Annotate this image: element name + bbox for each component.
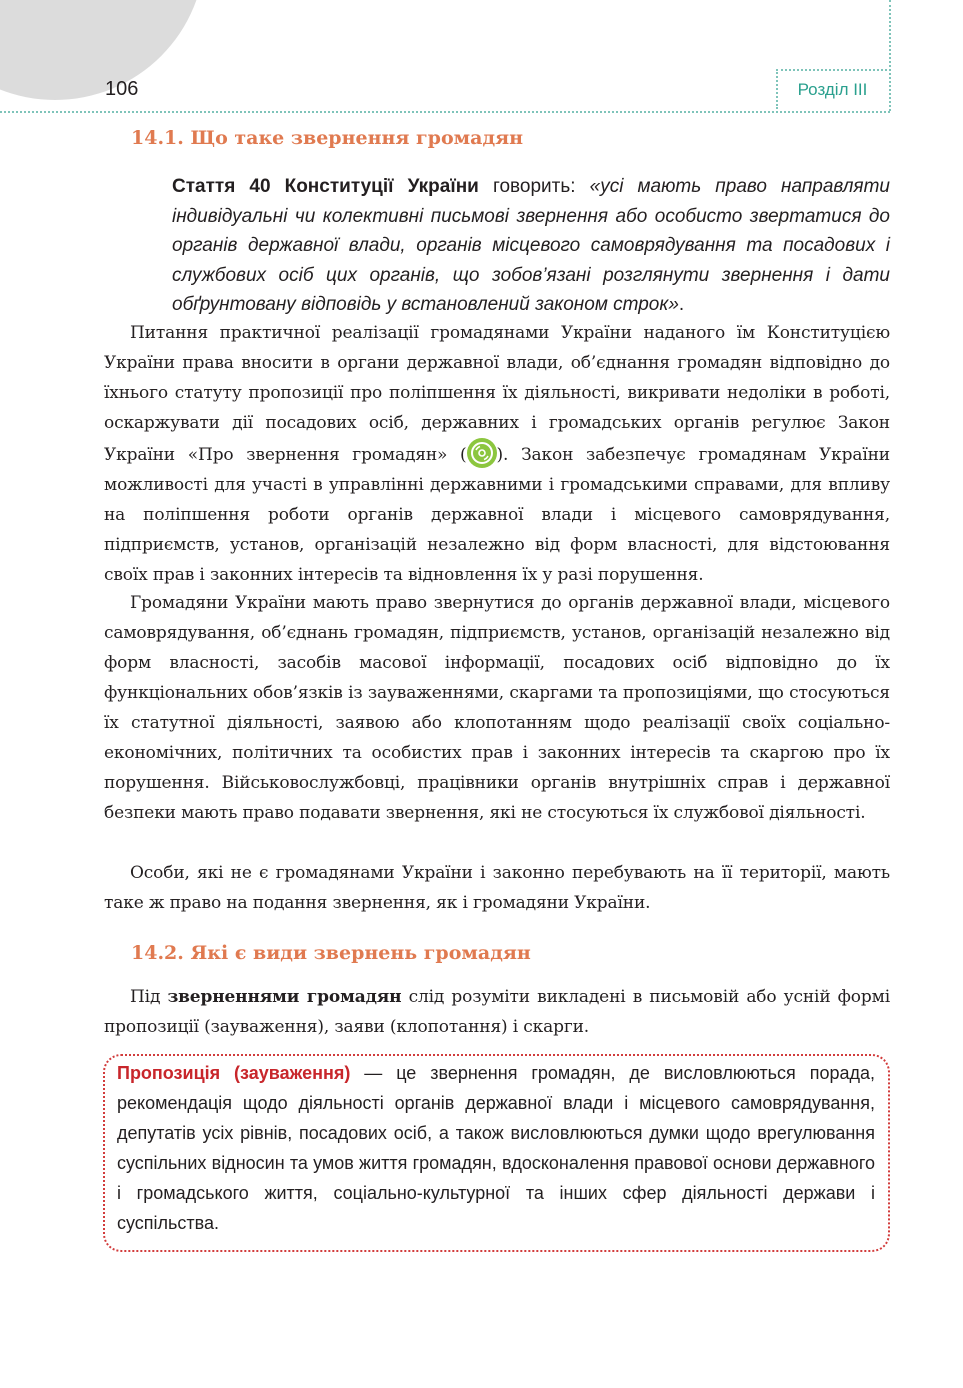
quote-text: «усі мають право направляти індивідуальні чи колективні письмові звернення або особисто звертатися до органів державної влади, органів місцевого самоврядування та посадових і службових осіб цих органів, що зобов’язані розглянути звернення і дати обґрунтовану відповідь у встановлений законом строк»: [172, 176, 890, 315]
section-heading-14-2: 14.2. Які є види звернень громадян: [131, 942, 531, 964]
header-vertical-rule: [889, 0, 891, 111]
section-label: Розділ III: [776, 69, 887, 109]
definition-term: Пропозиція (зауваження): [117, 1063, 351, 1083]
quote-verb: говорить:: [478, 176, 590, 197]
paragraph-3: Особи, які не є громадянами України і законно перебувають на її території, мають таке ж право на подання звернення, як і громадяни України.: [104, 863, 890, 913]
header-rule: [0, 111, 890, 113]
paragraph-1-after: ). Закон забезпечує громадянам України можливості для участі в управлінні державними і громадськими справами, для впливу на поліпшення роботи органів державної влади і місцевого самоврядування, підприємств, установ, організацій незалежно від форм власності, для відстоювання своїх прав і законних інтересів та відновлення їх у разі порушення.: [104, 445, 890, 585]
section-heading-14-1: 14.1. Що таке звернення громадян: [131, 127, 524, 149]
quote-end: .: [678, 294, 685, 315]
paragraph-2: Громадяни України мають право звернутися до органів державної влади, місцевого самоврядування, об’єднань громадян, підприємств, установ, організацій незалежно від форм власності, засобів масової інформації, посадових осіб відповідно до їх функціональних обов’язків із зауваженнями, скаргами та пропозиціями, що стосуються їх статутної діяльності, заявою або клопотанням щодо реалізації своїх соціально-економічних, політичних та особистих прав і законних інтересів та скаргою про їх порушення. Військовослужбовці, працівники органів внутрішніх справ і державної безпеки мають право подавати звернення, які не стосуються їх службової діяльності.: [104, 593, 890, 823]
definition-body: — це звернення громадян, де висловлюються порада, рекомендація щодо діяльності органів державної влади і місцевого самоврядування, депутатів усіх рівнів, посадових осіб, а також висловлюються думки щодо врегулювання суспільних відносин та умов життя громадян, вдосконалення правової основи державного і громадського життя, соціально-культурної та інших сфер діяльності держави і суспільства.: [117, 1063, 875, 1233]
paragraph-4: [104, 982, 890, 1042]
paragraph-1: [104, 318, 890, 590]
paragraph-4-bold: зверненнями громадян: [167, 987, 402, 1007]
paragraph-1-before: Питання практичної реалізації громадянами України наданого їм Конституцією України права вносити в органи державної влади, об’єднання громадян відповідно до їхнього статуту пропозиції про поліпшення їх діяльності, викривати недоліки в роботі, оскаржувати дії посадових осіб, державних і громадських органів регулює Закон України «Про звернення громадян» (: [104, 323, 890, 465]
cd-disc-icon[interactable]: [467, 438, 497, 468]
constitution-quote: [172, 172, 890, 320]
corner-decoration: [0, 0, 205, 100]
definition-text: [117, 1058, 875, 1238]
quote-source: Стаття 40 Конституції України: [172, 176, 479, 197]
paragraph-4-rest: слід розуміти викладені в письмовій або усній формі пропозиції (зауваження), заяви (клопотання) і скарги.: [104, 987, 890, 1037]
page-number: 106: [105, 78, 139, 100]
paragraph-4-start: Під: [130, 987, 168, 1007]
